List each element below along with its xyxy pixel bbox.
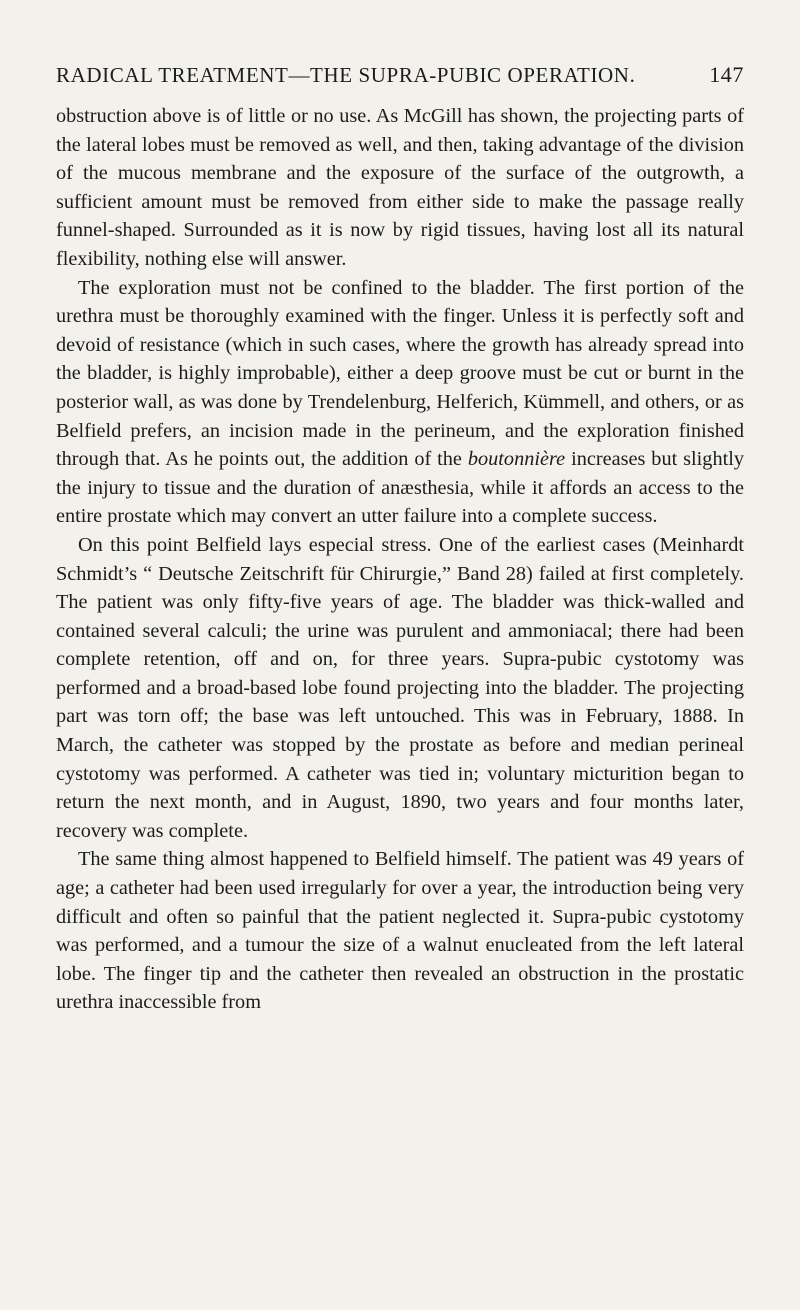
running-head-title: RADICAL TREATMENT—THE SUPRA-PUBIC OPERATION. [56,63,636,87]
paragraph-text: increases but slightly the injury to tissue and the duration of anæsthesia, while it affords an access to the entire prostate which may convert an utter failure into a complete success. [56,448,745,528]
italic-term: boutonnière [467,448,566,471]
running-head [56,62,744,88]
body-text [56,102,744,1017]
paragraph-continuation: obstruction above is of little or no use. As McGill has shown, the projecting parts of the lateral lobes must be removed as well, and then, taking advantage of the division of the mucous membrane and the exposure of the surface of the outgrowth, a sufficient amount must be removed from either side to make the passage really funnel-shaped. Surrounded as it is now by rigid tissues, having lost all its natural flexibility, nothing else will answer. [56,105,744,270]
paragraph-exploration [56,274,744,531]
page-number: 147 [709,62,744,87]
paragraph-case-schmidt: On this point Belfield lays especial stress. One of the earliest cases (Meinhardt Schmidt’s “ Deutsche Zeitschrift für Chirurgie,” Band 28) failed at first completely. The patient was only fifty-five years of age. The bladder was thick-walled and contained several calculi; the urine was purulent and ammoniacal; there had been complete retention, off and on, for three years. Supra-pubic cystotomy was performed and a broad-based lobe found projecting into the bladder. The projecting part was torn off; the base was left untouched. This was in February, 1888. In March, the catheter was stopped by the prostate as before and median perineal cystotomy was performed. A catheter was tied in; voluntary micturition began to return the next month, and in August, 1890, two years and four months later, recovery was complete. [56,533,744,842]
paragraph-case-belfield: The same thing almost happened to Belfield himself. The patient was 49 years of age; a catheter had been used irregularly for over a year, the introduction being very difficult and often so painful that the patient neglected it. Supra-pubic cystotomy was performed, and a tumour the size of a walnut enucleated from the left lateral lobe. The finger tip and the catheter then revealed an obstruction in the prostatic urethra inaccessible from [56,848,744,1014]
paragraph-text: The exploration must not be confined to the bladder. The first portion of the urethra must be thoroughly examined with the finger. Unless it is perfectly soft and devoid of resistance (which in such cases, where the growth has already spread into the bladder, is highly improbable), either a deep groove must be cut or burnt in the posterior wall, as was done by Trendelenburg, Helferich, Kümmell, and others, or as Belfield prefers, an incision made in the perineum, and the exploration finished through that. As he points out, the addition of the [56,276,744,471]
